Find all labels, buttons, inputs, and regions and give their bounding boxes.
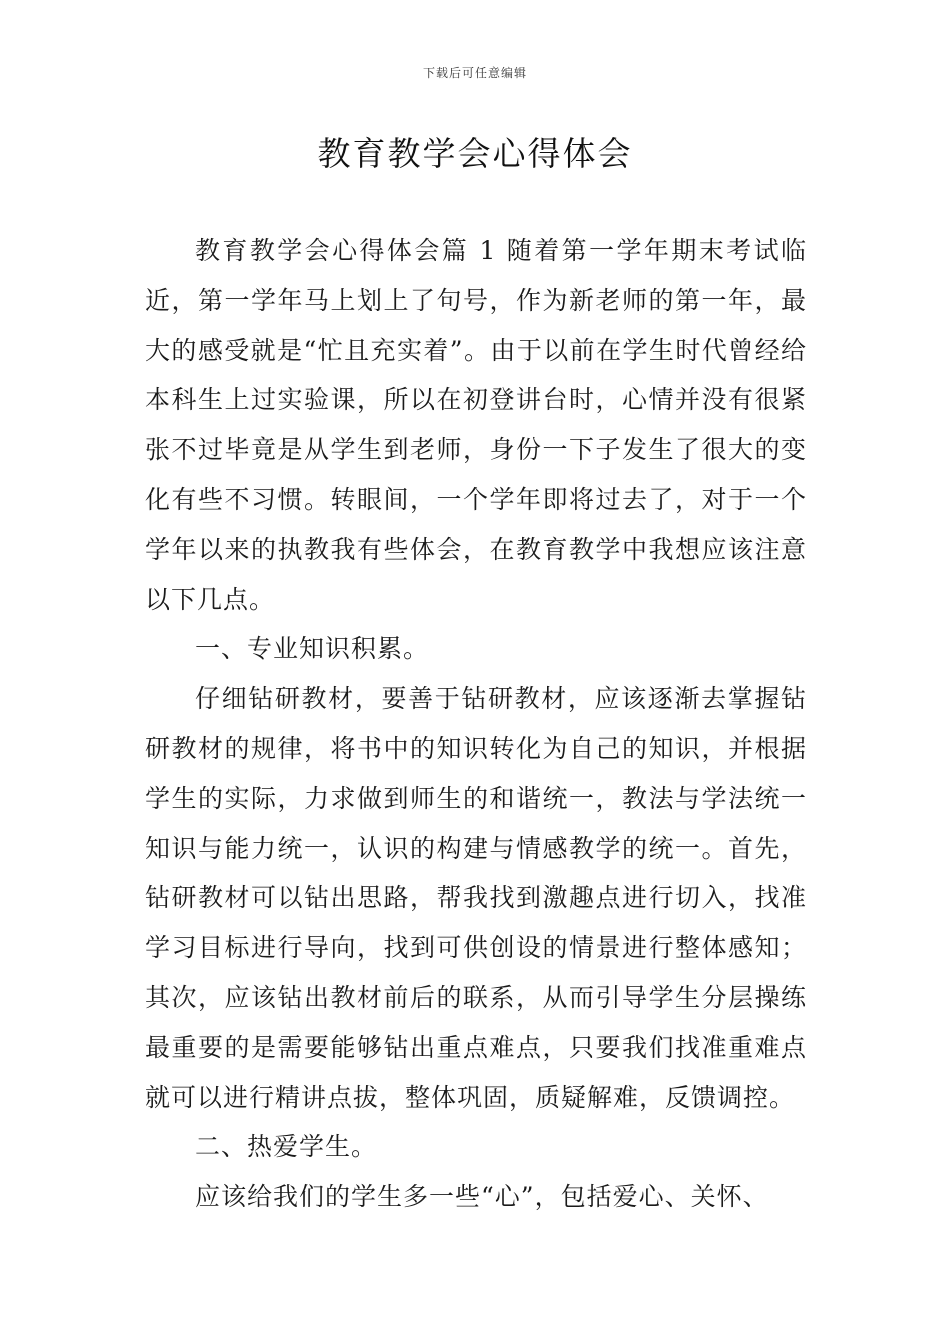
paragraph-section-2: 应该给我们的学生多一些“心”，包括爱心、关怀、 (195, 1182, 769, 1212)
document-body (145, 226, 807, 1222)
paragraph-section-1: 仔细钻研教材，要善于钻研教材，应该逐渐去掌握钻研教材的规律，将书中的知识转化为自己的知识，并根据学生的实际，力求做到师生的和谐统一，教法与学法统一知识与能力统一，认识的构建与情感教学的统一。首先，钻研教材可以钻出思路，帮我找到激趣点进行切入，找准学习目标进行导向，找到可供创设的情景进行整体感知；其次，应该钻出教材前后的联系，从而引导学生分层操练最重要的是需要能够钻出重点难点，只要我们找准重难点就可以进行精讲点拔，整体巩固，质疑解难，反馈调控。 (145, 684, 807, 1112)
document-title: 教育教学会心得体会 (317, 134, 633, 173)
section-heading-2: 二、热爱学生。 (195, 1132, 378, 1162)
paragraph-intro: 教育教学会心得体会篇 1 随着第一学年期末考试临近，第一学年马上划上了句号，作为新老师的第一年，最大的感受就是“忙且充实着”。由于以前在学生时代曾经给本科生上过实验课，所以在初登讲台时，心情并没有很紧张不过毕竟是从学生到老师，身份一下子发生了很大的变化有些不习惯。转眼间，一个学年即将过去了，对于一个学年以来的执教我有些体会，在教育教学中我想应该注意以下几点。 (145, 236, 807, 614)
header-note: 下载后可任意编辑 (422, 66, 527, 80)
section-heading-1: 一、专业知识积累。 (195, 634, 430, 664)
